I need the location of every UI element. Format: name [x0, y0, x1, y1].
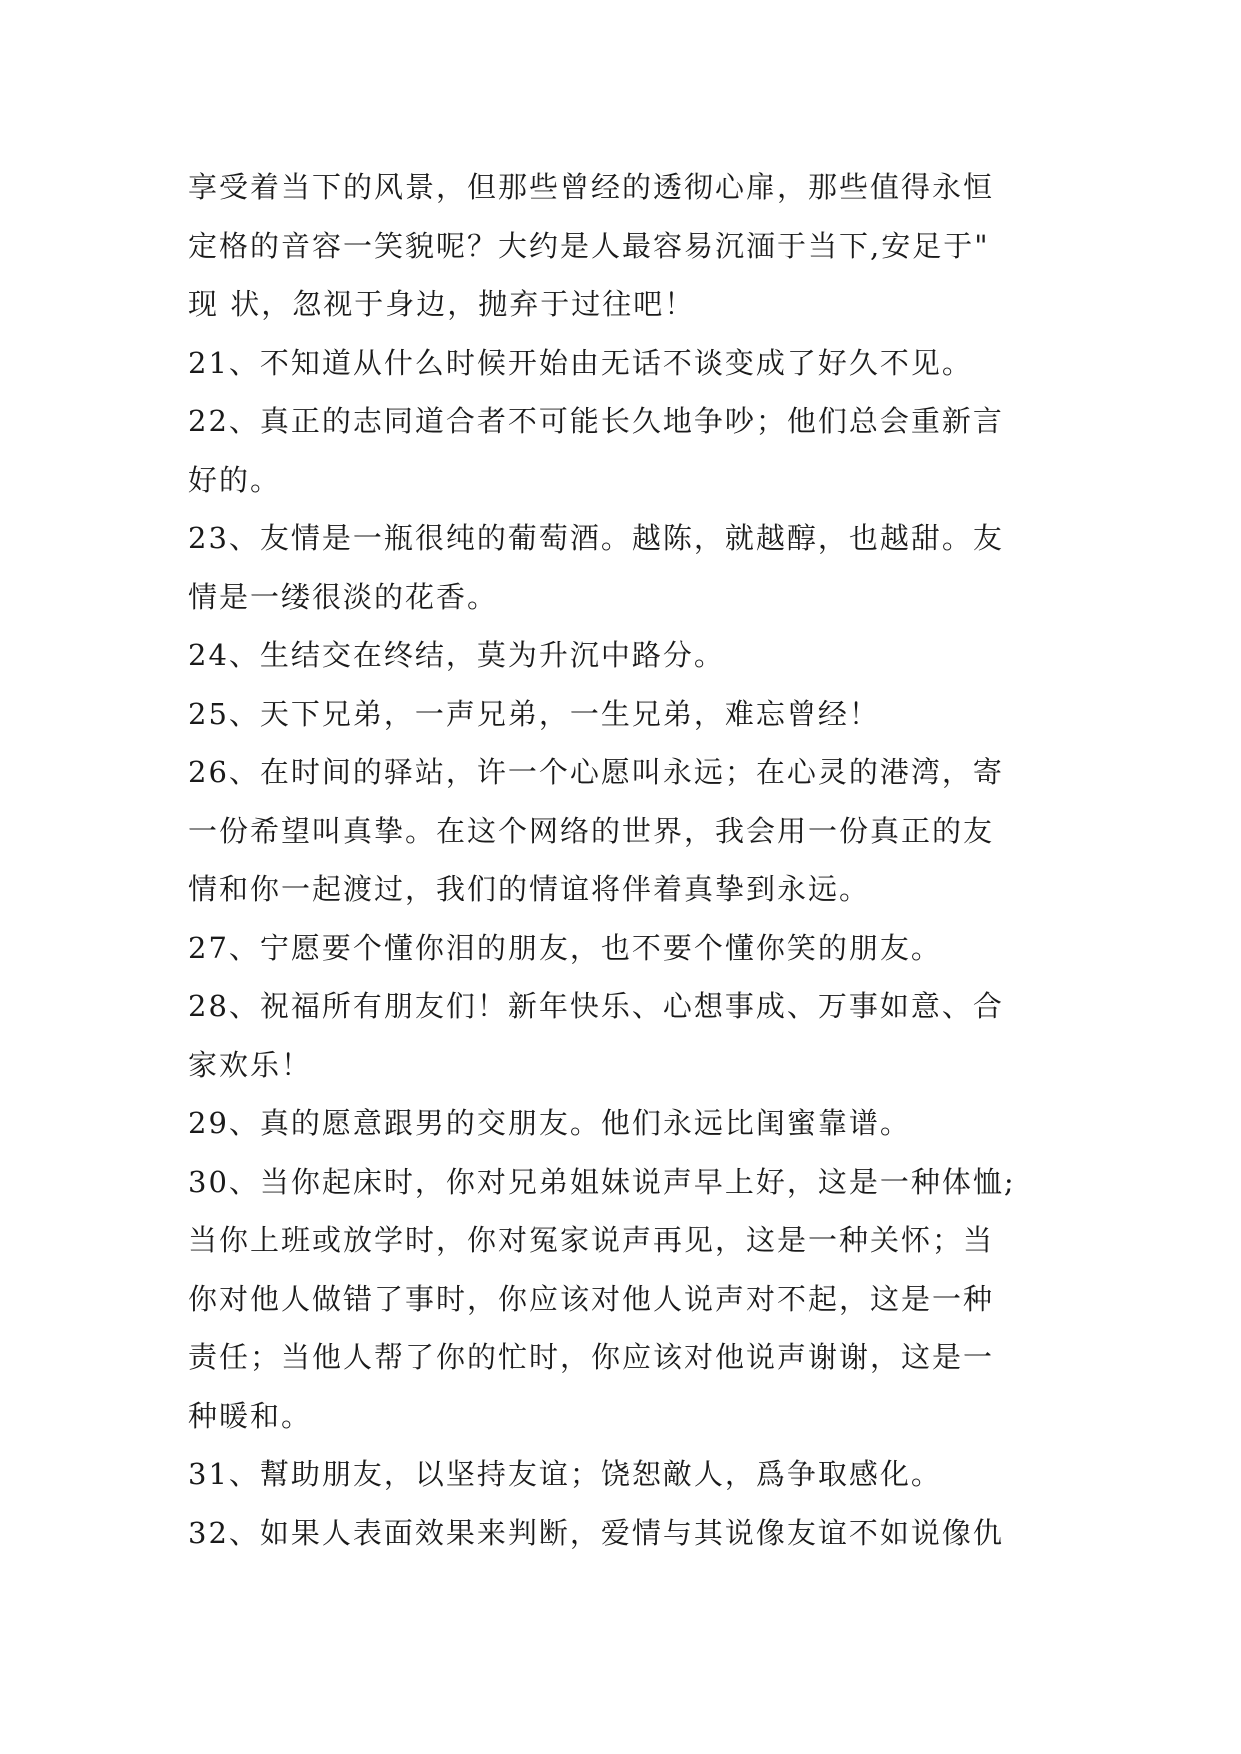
text-line: 好的。 [188, 462, 282, 497]
text-line: 24、生结交在终结，莫为升沉中路分。 [188, 638, 725, 672]
text-line: 定格的音容一笑貌呢？大约是人最容易沉湎于当下,安足于" [188, 228, 990, 263]
text-line: 31、幫助朋友，以坚持友谊；饶恕敵人，爲争取感化。 [188, 1457, 942, 1491]
text-line: 27、宁愿要个懂你泪的朋友，也不要个懂你笑的朋友。 [188, 930, 942, 965]
text-line: 现 状，忽视于身边，抛弃于过往吧！ [188, 287, 696, 321]
text-line: 情和你一起渡过，我们的情谊将伴着真挚到永远。 [188, 872, 871, 906]
text-line: 责任；当他人帮了你的忙时，你应该对他说声谢谢，这是一 [188, 1340, 995, 1374]
text-line: 当你上班或放学时，你对冤家说声再见，这是一种关怀；当 [188, 1223, 995, 1257]
text-line: 25、天下兄弟，一声兄弟，一生兄弟，难忘曾经！ [188, 696, 880, 731]
text-line: 一份希望叫真挚。在这个网络的世界，我会用一份真正的友 [188, 813, 995, 848]
text-line: 家欢乐！ [188, 1047, 313, 1082]
text-line: 23、友情是一瓶很纯的葡萄酒。越陈，就越醇，也越甜。友 [188, 521, 1004, 555]
text-line: 22、真正的志同道合者不可能长久地争吵；他们总会重新言 [188, 404, 1004, 438]
text-line: 21、不知道从什么时候开始由无话不谈变成了好久不见。 [188, 345, 973, 380]
text-line: 29、真的愿意跟男的交朋友。他们永远比闺蜜靠谱。 [188, 1106, 911, 1140]
text-line: 26、在时间的驿站，许一个心愿叫永远；在心灵的港湾，寄 [188, 755, 1004, 789]
text-line: 情是一缕很淡的花香。 [188, 579, 499, 614]
text-line: 种暖和。 [188, 1398, 313, 1433]
body-text [188, 158, 1058, 1562]
text-line: 你对他人做错了事时，你应该对他人说声对不起，这是一种 [188, 1281, 995, 1316]
text-line: 享受着当下的风景，但那些曾经的透彻心扉，那些值得永恒 [188, 170, 995, 204]
text-line: 28、祝福所有朋友们！新年快乐、心想事成、万事如意、合 [188, 989, 1004, 1023]
text-line: 30、当你起床时，你对兄弟姐妹说声早上好，这是一种体恤; [188, 1164, 1016, 1199]
text-line: 32、如果人表面效果来判断，爱情与其说像友谊不如说像仇 [188, 1515, 1004, 1550]
